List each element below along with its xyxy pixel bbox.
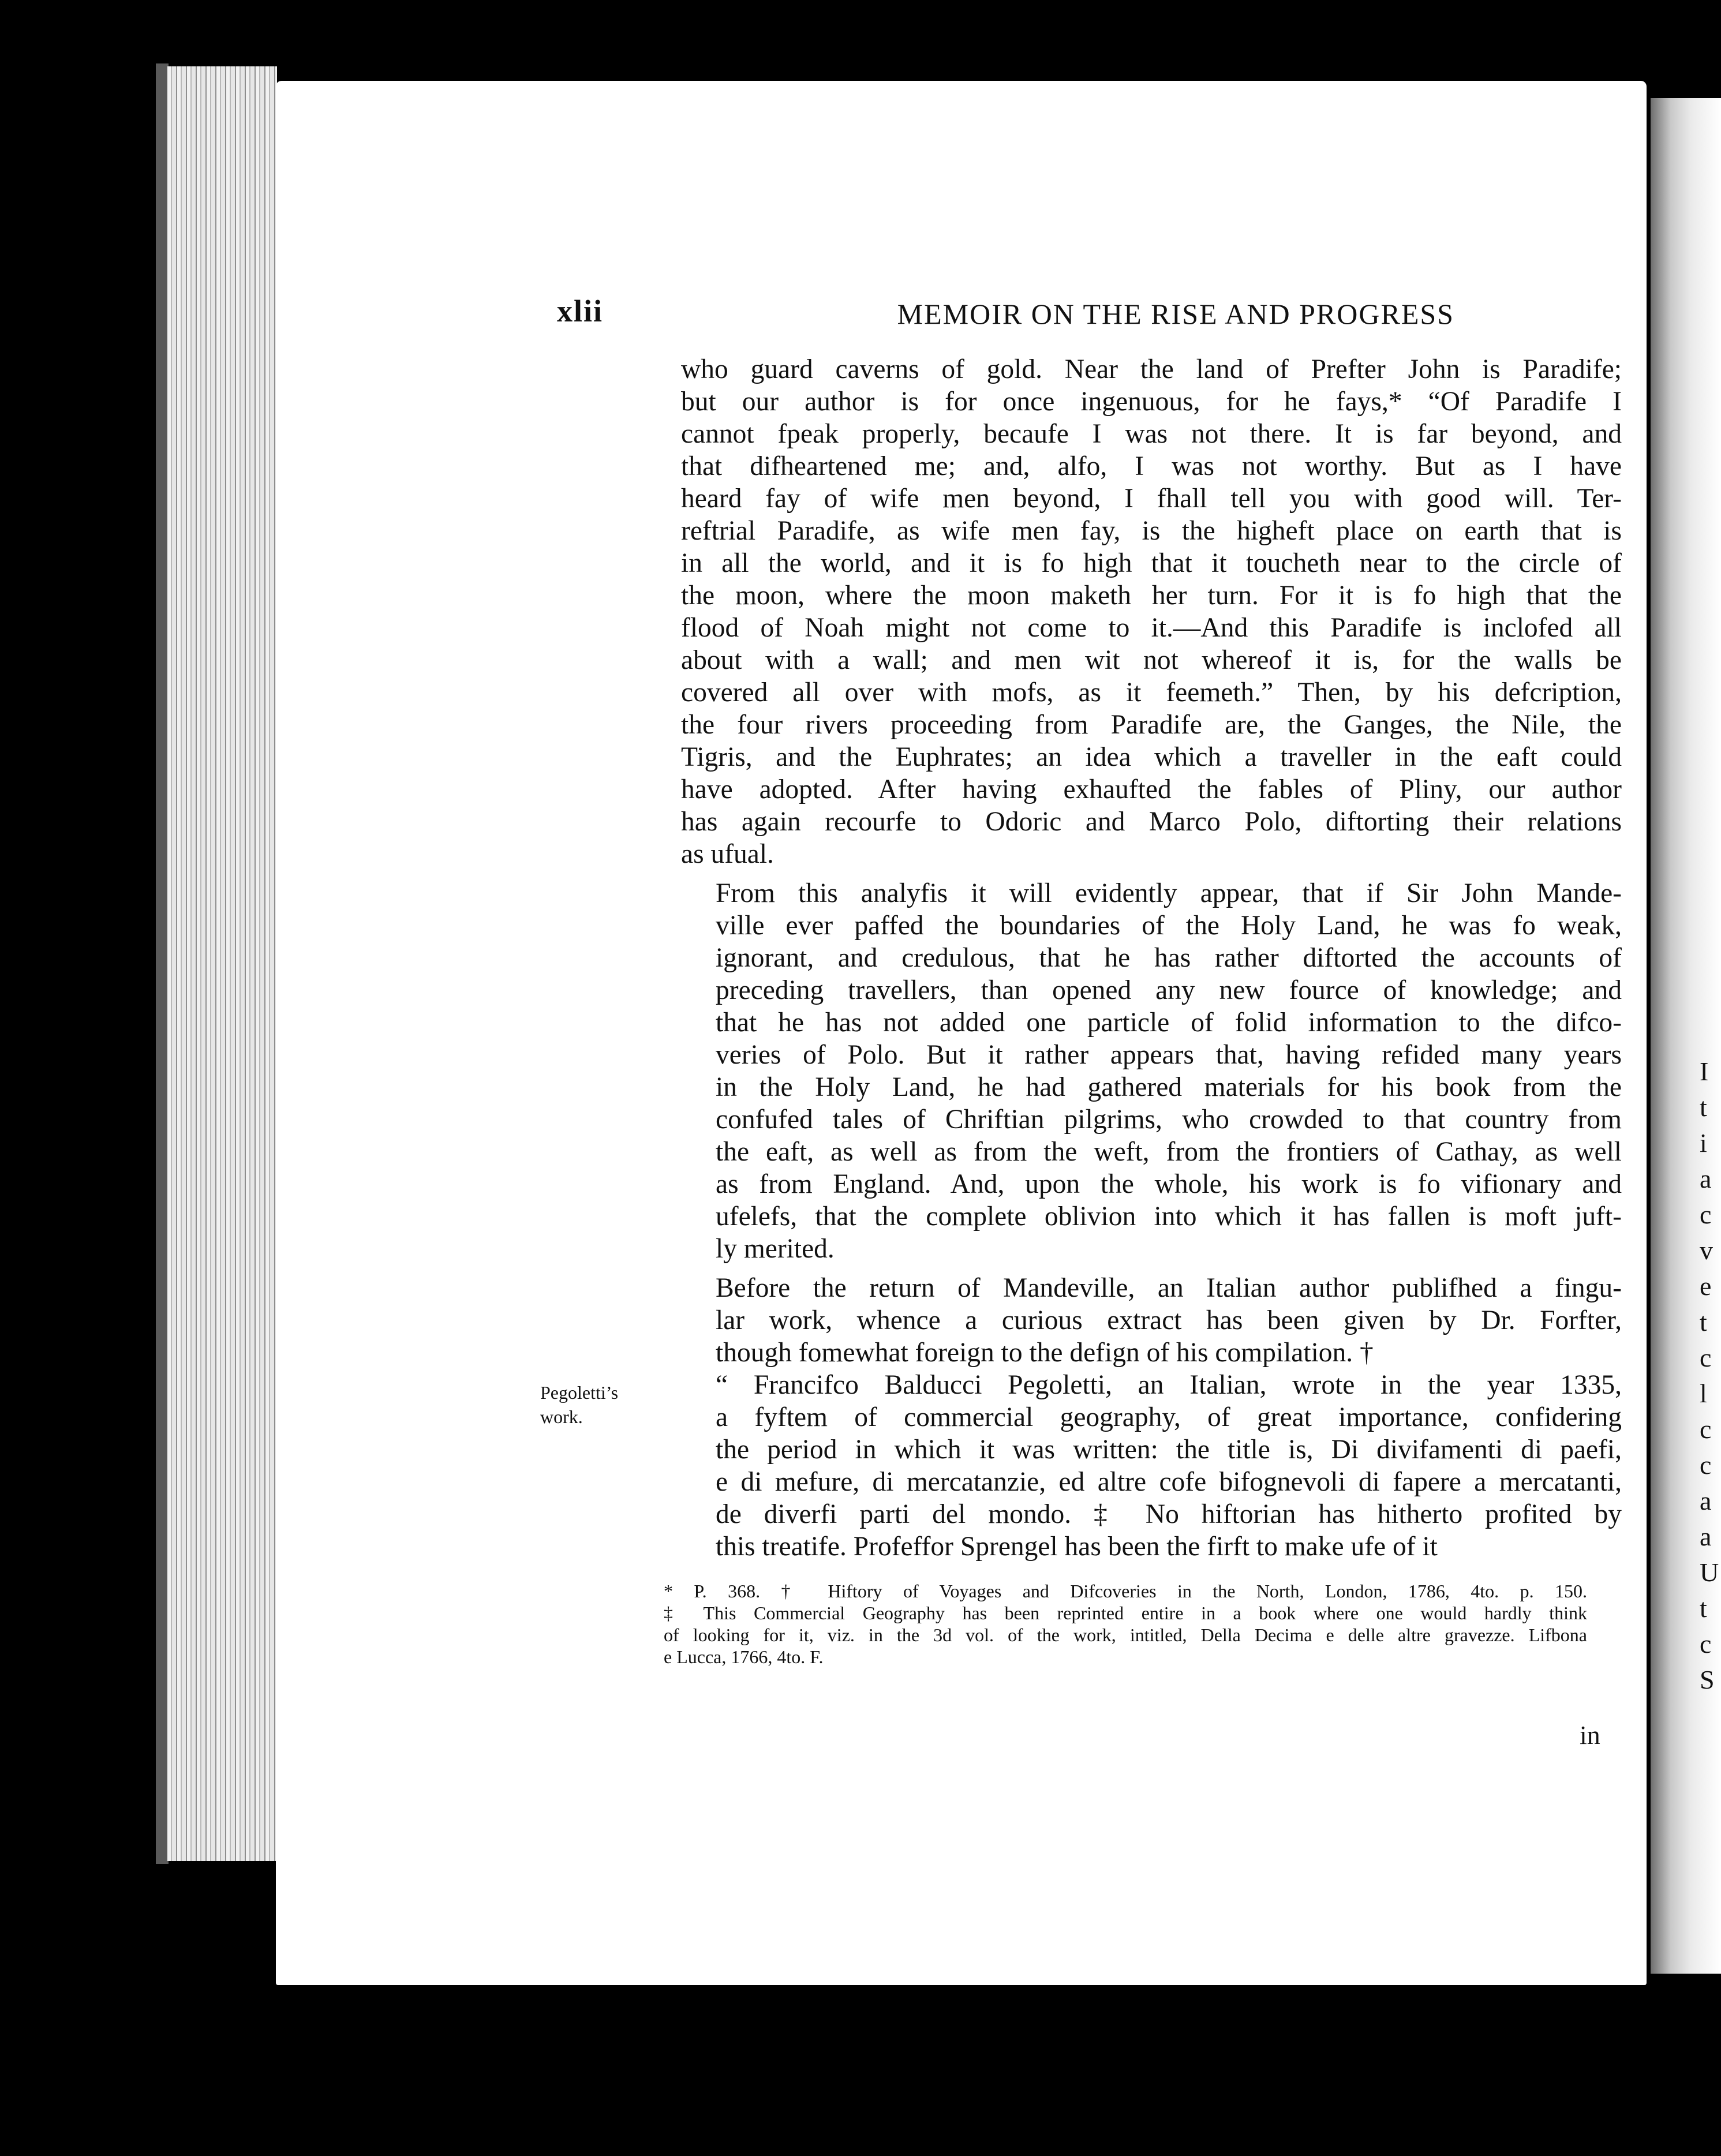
facing-page-letter: l — [1700, 1379, 1707, 1408]
book-edge-shadow — [156, 63, 169, 1864]
margin-note-line: work. — [540, 1406, 583, 1427]
facing-page-letter: e — [1700, 1271, 1712, 1301]
text-line: Before the return of Mandeville, an Italian author publifhed a fingu- — [716, 1273, 1622, 1303]
text-line: ufelefs, that the complete oblivion into which it has fallen is moft juft- — [716, 1201, 1622, 1232]
facing-page-letter: c — [1700, 1200, 1712, 1229]
facing-page-letter: t — [1700, 1092, 1707, 1122]
text-line: a fyftem of commercial geography, of great importance, confidering — [716, 1402, 1622, 1432]
running-head: MEMOIR ON THE RISE AND PROGRESS — [897, 298, 1454, 330]
page-edges — [167, 66, 277, 1861]
text-line: that he has not added one particle of folid information to the difco- — [716, 1008, 1622, 1038]
text-line: the four rivers proceeding from Paradife are, the Ganges, the Nile, the — [681, 710, 1622, 740]
text-line: this treatife. Profeffor Sprengel has been the firft to make ufe of it — [716, 1532, 1438, 1562]
body-text — [681, 353, 1622, 1563]
paragraph-4 — [681, 1369, 1622, 1563]
text-line: e di mefure, di mercatanzie, ed altre cofe bifognevoli di fapere a mercatanti, — [716, 1467, 1622, 1497]
footnotes — [664, 1580, 1587, 1668]
paragraph-3 — [681, 1272, 1622, 1369]
text-line: the eaft, as well as from the weft, from the frontiers of Cathay, as well — [716, 1137, 1622, 1167]
footnote-line: * P. 368. † Hiftory of Voyages and Difcoveries in the North, London, 1786, 4to. p. 150. — [664, 1581, 1587, 1601]
facing-page-letter: c — [1700, 1414, 1712, 1444]
text-line: the moon, where the moon maketh her turn. For it is fo high that the — [681, 581, 1622, 611]
text-line: covered all over with mofs, as it feemeth.” Then, by his defcription, — [681, 678, 1622, 708]
facing-page-letter: a — [1700, 1522, 1712, 1551]
text-line: flood of Noah might not come to it.—And this Paradife is inclofed all — [681, 613, 1622, 643]
text-line: veries of Polo. But it rather appears that, having refided many years — [716, 1040, 1622, 1070]
facing-page-letter: I — [1700, 1057, 1709, 1086]
text-line: heard fay of wife men beyond, I fhall tell you with good will. Ter- — [681, 484, 1622, 514]
facing-page-letter: S — [1700, 1665, 1715, 1694]
footnote-line: ‡ This Commercial Geography has been reprinted entire in a book where one would hardly think — [664, 1603, 1587, 1623]
text-line: From this analyfis it will evidently appear, that if Sir John Mande- — [716, 878, 1622, 908]
facing-page-letter: a — [1700, 1486, 1712, 1515]
facing-page-letter: c — [1700, 1343, 1712, 1372]
text-line: that difheartened me; and, alfo, I was not worthy. But as I have — [681, 451, 1622, 481]
text-line: in the Holy Land, he had gathered materials for his book from the — [716, 1072, 1622, 1102]
text-line: in all the world, and it is fo high that it toucheth near to the circle of — [681, 548, 1622, 578]
text-line: has again recourfe to Odoric and Marco Polo, diftorting their relations — [681, 807, 1622, 837]
text-line: ly merited. — [716, 1234, 835, 1264]
text-line: ville ever paffed the boundaries of the Holy Land, he was fo weak, — [716, 911, 1622, 941]
text-line: though fomewhat foreign to the defign of his compilation. † — [716, 1338, 1374, 1368]
paragraph-1 — [681, 353, 1622, 870]
facing-page-letter: t — [1700, 1593, 1707, 1623]
text-line: cannot fpeak properly, becaufe I was not there. It is far beyond, and — [681, 419, 1622, 449]
page-number: xlii — [557, 294, 604, 328]
text-line: preceding travellers, than opened any new fource of knowledge; and — [716, 975, 1622, 1005]
text-line: but our author is for once ingenuous, for he fays,* “Of Paradife I — [681, 387, 1622, 417]
paragraph-2 — [681, 877, 1622, 1265]
text-line: confufed tales of Chriftian pilgrims, who crowded to that country from — [716, 1105, 1622, 1135]
footnote-line: e Lucca, 1766, 4to. F. — [664, 1646, 824, 1667]
margin-note — [540, 1380, 618, 1429]
text-line: “ Francifco Balducci Pegoletti, an Italian, wrote in the year 1335, — [716, 1370, 1622, 1400]
text-line: as ufual. — [681, 839, 774, 869]
facing-page-letter: i — [1700, 1128, 1707, 1158]
catchword: in — [1580, 1720, 1600, 1750]
text-line: de diverfi parti del mondo. ‡ No hiftorian has hitherto profited by — [716, 1499, 1622, 1529]
facing-page-letter: t — [1700, 1307, 1707, 1337]
facing-page-letter: c — [1700, 1629, 1712, 1659]
text-line: as from England. And, upon the whole, his work is fo vifionary and — [716, 1169, 1622, 1199]
text-line: ignorant, and credulous, that he has rather diftorted the accounts of — [716, 943, 1622, 973]
text-line: Tigris, and the Euphrates; an idea which a traveller in the eaft could — [681, 742, 1622, 772]
text-line: have adopted. After having exhaufted the fables of Pliny, our author — [681, 774, 1622, 804]
facing-page-letter: a — [1700, 1164, 1712, 1193]
facing-page-letter: v — [1700, 1236, 1713, 1265]
text-line: the period in which it was written: the title is, Di divifamenti di paefi, — [716, 1435, 1622, 1465]
footnote-line: of looking for it, viz. in the 3d vol. of the work, intitled, Della Decima e delle altre gravezze. Lifbona — [664, 1625, 1587, 1645]
text-line: who guard caverns of gold. Near the land of Prefter John is Paradife; — [681, 354, 1622, 384]
text-line: reftrial Paradife, as wife men fay, is the higheft place on earth that is — [681, 516, 1622, 546]
margin-note-line: Pegoletti’s — [540, 1382, 619, 1403]
text-line: about with a wall; and men wit not whereof it is, for the walls be — [681, 645, 1622, 675]
facing-page-letter: U — [1700, 1558, 1719, 1587]
text-line: lar work, whence a curious extract has been given by Dr. Forfter, — [716, 1305, 1622, 1335]
facing-page-letter: c — [1700, 1450, 1712, 1480]
